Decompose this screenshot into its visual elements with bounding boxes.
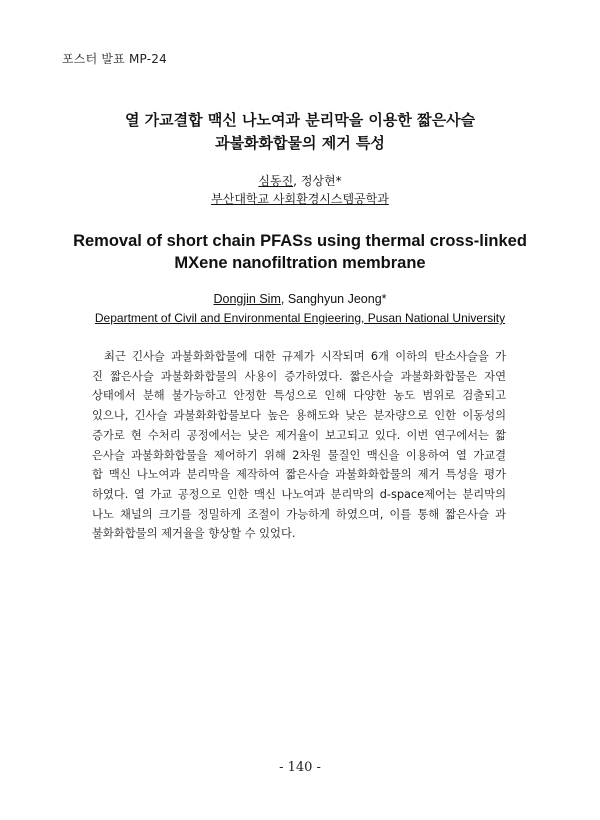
english-title-line-2: MXene nanofiltration membrane	[174, 254, 426, 272]
abstract-line: 은사슬 과불화화합물을 제어하기 위해 2차원 물질인 맥신을 이용하여 열 가교결	[92, 448, 506, 462]
abstract-line: 있으나, 긴사슬 과불화화합물보다 높은 용해도와 낮은 분자량으로 인한 이동성의	[92, 409, 506, 423]
abstract-line: 불화화합물의 제거율을 향상할 수 있었다.	[92, 527, 296, 541]
english-authors	[0, 291, 600, 307]
english-author-presenter: Dongjin Sim	[213, 292, 281, 306]
english-author-separator: ,	[280, 292, 288, 306]
english-affiliation	[0, 310, 600, 326]
english-title-line-1: Removal of short chain PFASs using thermal cross-linked	[73, 232, 527, 250]
abstract-line: 최근 긴사슬 과불화화합물에 대한 규제가 시작되며 6개 이하의 탄소사슬을 가	[104, 350, 506, 363]
korean-author-corresponding: 정상현*	[300, 174, 342, 188]
abstract-line: 증가로 현 수처리 공정에서는 낮은 제거율이 보고되고 있다. 이번 연구에서는 짧	[92, 428, 506, 442]
abstract-line: 상태에서 분해 불가능하고 안정한 특성으로 인해 다양한 농도 범위로 검출되고	[92, 389, 506, 403]
english-author-corresponding: Sanghyun Jeong*	[287, 292, 387, 306]
korean-affiliation-text: 부산대학교 사회환경시스템공학과	[211, 192, 389, 206]
korean-title-line-2: 과불화화합물의 제거 특성	[215, 134, 385, 152]
abstract-body	[92, 347, 506, 544]
korean-authors	[0, 173, 600, 189]
korean-author-presenter: 심동진	[258, 174, 294, 188]
page-number: - 140 -	[279, 760, 321, 775]
korean-affiliation	[0, 191, 600, 207]
abstract-line: 하였다. 열 가교 공정으로 인한 맥신 나노여과 분리막의 d-space제어는 분리막의	[92, 487, 506, 501]
korean-title-line-1: 열 가교결합 맥신 나노여과 분리막을 이용한 짧은사슬	[124, 111, 476, 129]
english-affiliation-text: Department of Civil and Environmental Engieering, Pusan National University	[94, 311, 506, 325]
abstract-line: 진 짧은사슬 과불화화합물의 사용이 증가하였다. 짧은사슬 과불화화합물은 자연	[92, 369, 506, 383]
session-label: 포스터 발표 MP-24	[62, 52, 167, 66]
abstract-line: 나노 채널의 크기를 정밀하게 조절이 가능하게 하였으며, 이를 통해 짧은사슬 과	[92, 507, 506, 521]
korean-author-separator: ,	[293, 174, 301, 188]
abstract-line: 합 맥신 나노여과 분리막을 제작하여 짧은사슬 과불화화합물의 제거 특성을 평가	[92, 468, 506, 482]
